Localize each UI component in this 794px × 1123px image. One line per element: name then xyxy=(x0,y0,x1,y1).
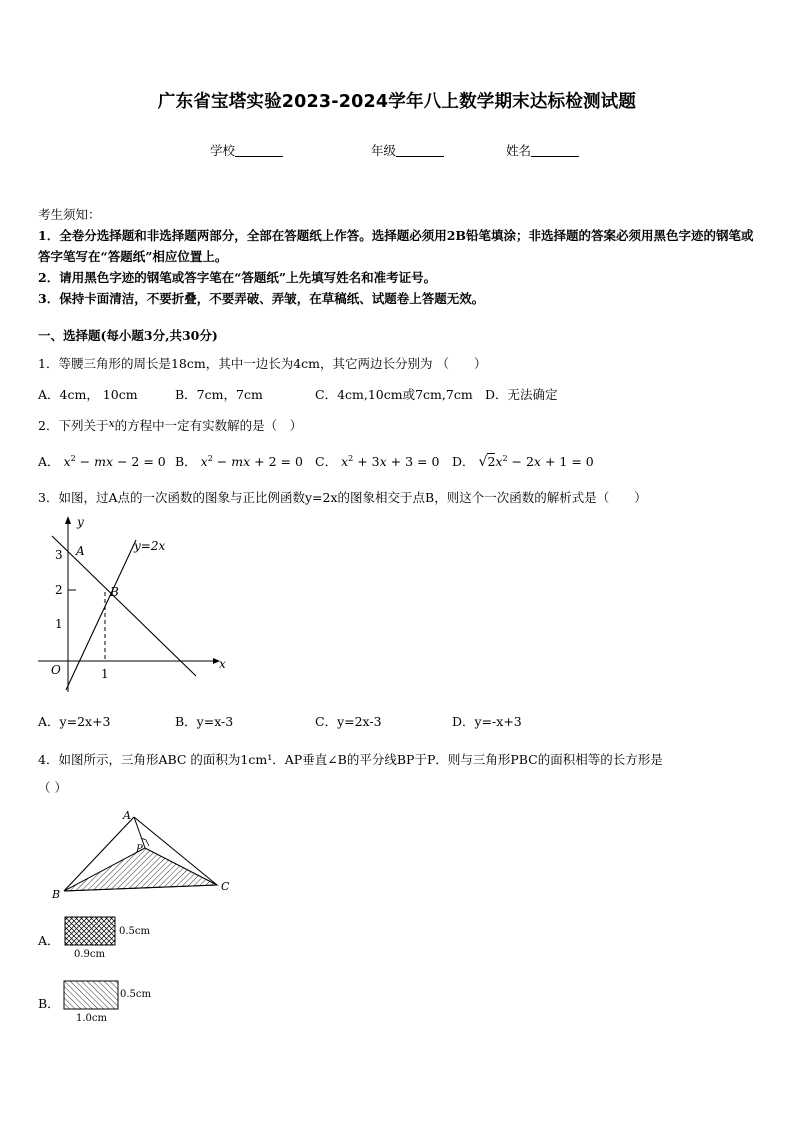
school-field[interactable]: 学校 xyxy=(210,141,283,159)
q1-option-b[interactable]: B．7cm，7cm xyxy=(175,387,263,402)
q3-option-c[interactable]: C．y=2x-3 xyxy=(315,714,382,729)
point-p-label: P xyxy=(136,844,143,855)
q2-option-b[interactable]: B． $x^2$ − mx + 2 = 0 xyxy=(175,453,303,469)
q3-option-d[interactable]: D．y=-x+3 xyxy=(452,714,522,729)
q4-option-b-width: 1.0cm xyxy=(76,1013,107,1024)
vertex-a-label: A xyxy=(123,809,131,822)
name-field[interactable]: 姓名 xyxy=(506,141,579,159)
line-through-a xyxy=(52,536,196,676)
vertex-c-label: C xyxy=(221,880,230,893)
x-axis-label: x xyxy=(219,657,226,671)
q4-triangle-figure xyxy=(45,808,245,903)
question-2-stem: 2．下列关于x的方程中一定有实数解的是（ ） xyxy=(38,417,303,433)
q2-option-a[interactable]: A． $x^2$ − mx − 2 = 0 xyxy=(38,453,166,469)
question-3-stem: 3．如图，过A点的一次函数的图象与正比例函数y=2x的图象相交于点B，则这个一次函数的解析式是（ ） xyxy=(38,490,647,505)
point-b-label: B xyxy=(110,585,119,599)
origin-label: O xyxy=(51,663,61,677)
tick-label-x: 1 xyxy=(101,667,109,681)
question-4-paren: （ ） xyxy=(38,780,67,795)
page-title: 广东省宝塔实验2023-2024学年八上数学期末达标检测试题 xyxy=(157,92,637,112)
notes-heading: 考生须知： xyxy=(38,207,101,222)
q1-option-a[interactable]: A．4cm， 10cm xyxy=(38,387,138,402)
q2-option-d[interactable]: D． $√2x^2 - 2x + 1 = 0$ xyxy=(452,453,594,470)
question-4-stem: 4．如图所示，三角形ABC 的面积为1cm¹．AP垂直∠B的平分线BP于P．则与三角形PBC的面积相等的长方形是 xyxy=(38,752,663,767)
note-item: 1．全卷分选择题和非选择题两部分，全部在答题纸上作答。选择题必须用2B铅笔填涂；非选择题的答案必须用黑色字迹的钢笔或答字笔写在“答题纸”相应位置上。 xyxy=(38,228,754,264)
q1-option-c[interactable]: C．4cm,10cm或7cm,7cm xyxy=(315,387,473,402)
q4-option-a-rectangle[interactable] xyxy=(64,916,116,946)
y-axis-label: y xyxy=(77,515,84,529)
q4-option-b-height: 0.5cm xyxy=(120,989,151,1000)
q3-option-a[interactable]: A．y=2x+3 xyxy=(38,714,111,729)
section-heading: 一、选择题(每小题3分,共30分) xyxy=(38,328,218,343)
grade-blank[interactable] xyxy=(396,144,444,157)
school-blank[interactable] xyxy=(235,144,283,157)
q3-option-b[interactable]: B．y=x-3 xyxy=(175,714,234,729)
q4-option-a-height: 0.5cm xyxy=(119,926,150,937)
tick-label-y: 2 xyxy=(55,583,63,597)
q4-option-b-label[interactable]: B． xyxy=(38,996,60,1011)
vertex-b-label: B xyxy=(52,888,61,901)
q1-option-d[interactable]: D．无法确定 xyxy=(485,387,558,402)
q4-option-b-rectangle[interactable] xyxy=(63,980,119,1010)
name-blank[interactable] xyxy=(531,144,579,157)
q4-option-a-width: 0.9cm xyxy=(74,949,105,960)
grade-field[interactable]: 年级 xyxy=(371,141,444,159)
q4-option-a-label[interactable]: A． xyxy=(38,933,60,948)
note-item: 2．请用黑色字迹的钢笔或答字笔在“答题纸”上先填写姓名和准考证号。 xyxy=(38,270,437,285)
line-label-y-2x: y=2x xyxy=(134,539,166,553)
note-item: 3．保持卡面清洁，不要折叠，不要弄破、弄皱，在草稿纸、试题卷上答题无效。 xyxy=(38,291,485,306)
q2-option-c[interactable]: C． $x^2 + 3x + 3 = 0$ xyxy=(315,453,440,469)
question-1-stem: 1．等腰三角形的周长是18cm，其中一边长为4cm，其它两边长分别为 （ ） xyxy=(38,356,487,371)
tick-label-y: 3 xyxy=(55,548,63,562)
tick-label-y: 1 xyxy=(55,617,63,631)
y-axis-arrow-icon xyxy=(65,516,71,524)
exam-notes xyxy=(38,204,758,309)
point-a-label: A xyxy=(76,544,85,558)
q3-function-graph xyxy=(30,510,230,695)
